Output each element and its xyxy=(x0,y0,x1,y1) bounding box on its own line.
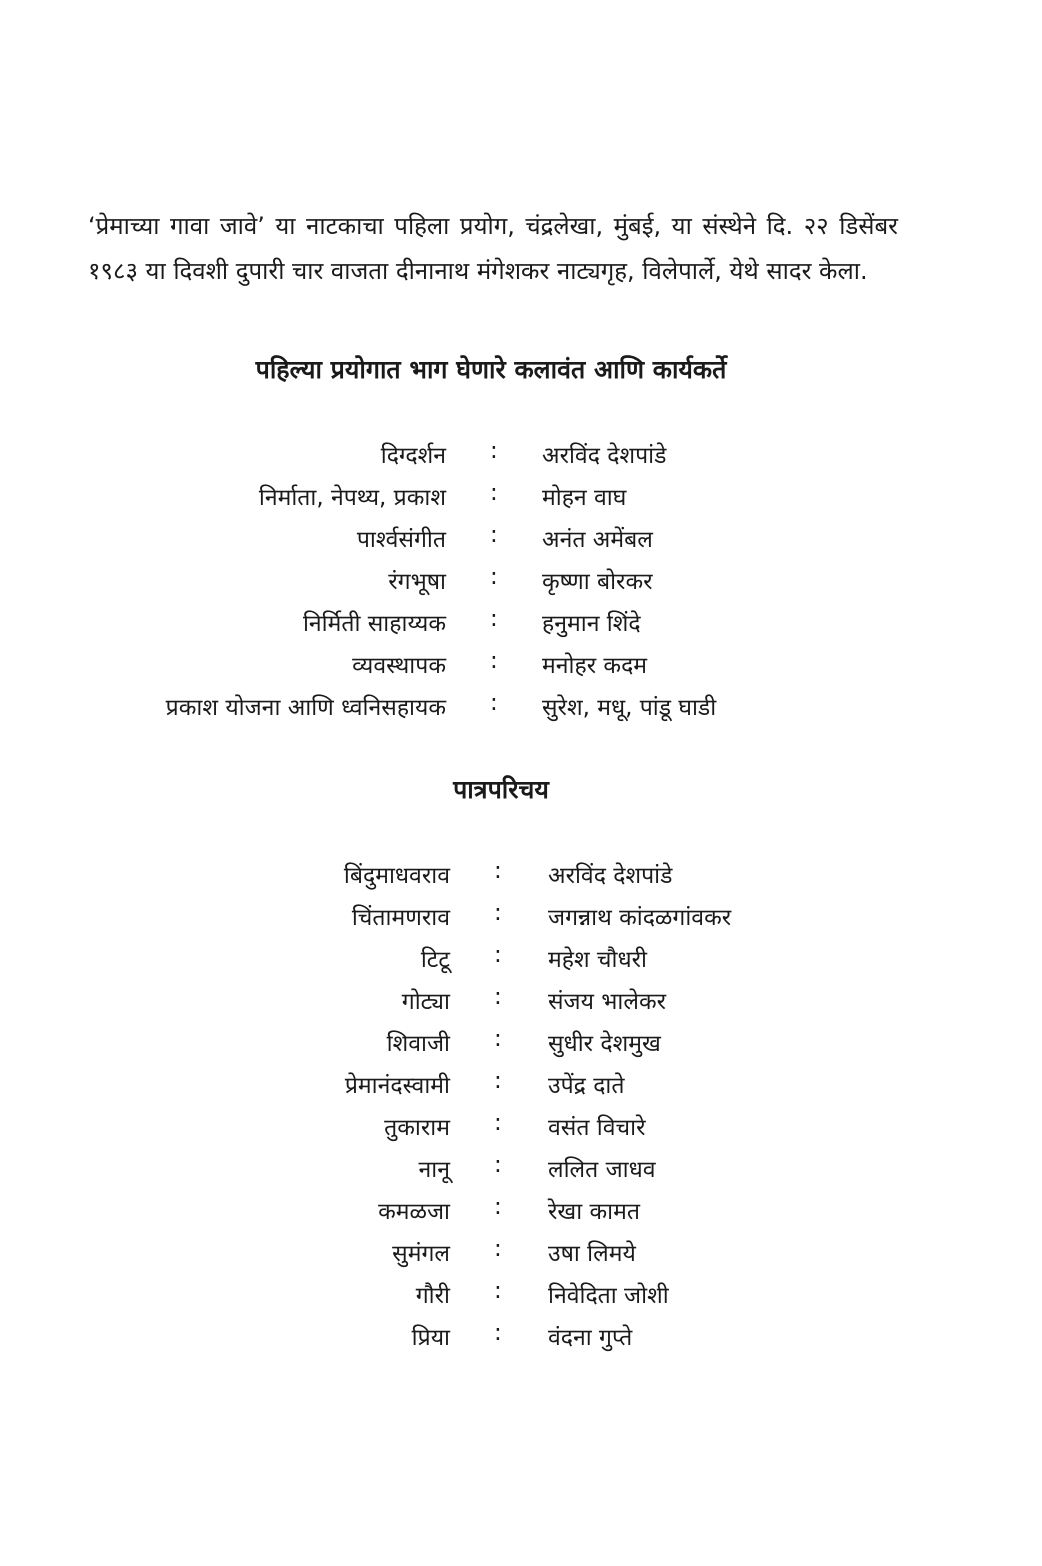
actor-name: उपेंद्र दाते xyxy=(548,1073,625,1099)
crew-name: अनंत अमेंबल xyxy=(542,527,653,553)
crew-name: सुरेश, मधू, पांडू घाडी xyxy=(542,695,717,721)
actor-name: उषा लिमये xyxy=(548,1241,636,1267)
actor-name: वसंत विचारे xyxy=(548,1115,646,1141)
separator: : xyxy=(494,1236,502,1262)
cast-row xyxy=(0,852,1042,894)
crew-role: निर्माता, नेपथ्य, प्रकाश xyxy=(258,485,446,511)
actor-name: सुधीर देशमुख xyxy=(548,1031,661,1057)
crew-name: मोहन वाघ xyxy=(542,485,627,511)
actor-name: ललित जाधव xyxy=(548,1157,656,1183)
crew-role: निर्मिती साहाय्यक xyxy=(302,611,446,637)
separator: : xyxy=(490,648,498,674)
intro-paragraph: ‘प्रेमाच्या गावा जावे’ या नाटकाचा पहिला प्रयोग, चंद्रलेखा, मुंबई, या संस्थेने दि. २२ डिसेंबर १९८३ या दिवशी दुपारी चार वाजता दीनानाथ मंगेशकर नाट्यगृह, विलेपार्ले, येथे सादर केला. xyxy=(88,212,898,285)
crew-role: पार्श्वसंगीत xyxy=(356,527,446,553)
actor-name: महेश चौधरी xyxy=(548,947,647,973)
cast-heading: पात्रपरिचय xyxy=(453,775,549,804)
crew-row xyxy=(0,642,1042,684)
separator: : xyxy=(494,1026,502,1052)
character-name: प्रेमानंदस्वामी xyxy=(344,1073,450,1099)
actor-name: संजय भालेकर xyxy=(548,989,667,1015)
separator: : xyxy=(494,1194,502,1220)
character-name: शिवाजी xyxy=(386,1031,450,1057)
cast-row xyxy=(0,978,1042,1020)
cast-row xyxy=(0,894,1042,936)
character-name: गोट्या xyxy=(401,989,450,1015)
crew-table xyxy=(0,432,1042,726)
actor-name: वंदना गुप्ते xyxy=(548,1325,633,1351)
separator: : xyxy=(494,984,502,1010)
crew-row xyxy=(0,474,1042,516)
crew-row xyxy=(0,432,1042,474)
separator: : xyxy=(490,480,498,506)
actor-name: रेखा कामत xyxy=(548,1199,640,1225)
crew-role: रंगभूषा xyxy=(388,569,446,595)
character-name: कमळजा xyxy=(378,1199,450,1225)
cast-row xyxy=(0,1272,1042,1314)
separator: : xyxy=(490,606,498,632)
crew-row xyxy=(0,558,1042,600)
crew-role: व्यवस्थापक xyxy=(352,653,446,679)
cast-row xyxy=(0,1188,1042,1230)
cast-row xyxy=(0,1062,1042,1104)
cast-row xyxy=(0,936,1042,978)
crew-row xyxy=(0,684,1042,726)
crew-heading: पहिल्या प्रयोगात भाग घेणारे कलावंत आणि कार्यकर्ते xyxy=(255,355,727,384)
character-name: गौरी xyxy=(415,1283,450,1309)
separator: : xyxy=(490,690,498,716)
cast-row xyxy=(0,1104,1042,1146)
actor-name: जगन्नाथ कांदळगांवकर xyxy=(548,905,732,931)
crew-name: मनोहर कदम xyxy=(542,653,648,679)
separator: : xyxy=(490,438,498,464)
character-name: बिंदुमाधवराव xyxy=(343,863,450,889)
crew-role: प्रकाश योजना आणि ध्वनिसहायक xyxy=(165,695,446,721)
crew-row xyxy=(0,516,1042,558)
character-name: टिटू xyxy=(420,947,450,973)
cast-row xyxy=(0,1146,1042,1188)
separator: : xyxy=(490,564,498,590)
cast-row xyxy=(0,1230,1042,1272)
character-name: सुमंगल xyxy=(392,1241,450,1267)
separator: : xyxy=(494,1068,502,1094)
character-name: चिंतामणराव xyxy=(351,905,450,931)
crew-name: कृष्णा बोरकर xyxy=(542,569,653,595)
character-name: तुकाराम xyxy=(384,1115,450,1141)
crew-name: हनुमान शिंदे xyxy=(542,611,641,637)
crew-row xyxy=(0,600,1042,642)
separator: : xyxy=(494,942,502,968)
separator: : xyxy=(490,522,498,548)
separator: : xyxy=(494,900,502,926)
crew-name: अरविंद देशपांडे xyxy=(542,443,667,469)
actor-name: अरविंद देशपांडे xyxy=(548,863,673,889)
crew-role: दिग्दर्शन xyxy=(380,443,446,469)
separator: : xyxy=(494,1278,502,1304)
separator: : xyxy=(494,858,502,884)
cast-row xyxy=(0,1314,1042,1356)
actor-name: निवेदिता जोशी xyxy=(548,1283,669,1309)
character-name: नानू xyxy=(418,1157,450,1183)
cast-row xyxy=(0,1020,1042,1062)
separator: : xyxy=(494,1110,502,1136)
cast-table xyxy=(0,852,1042,1356)
separator: : xyxy=(494,1152,502,1178)
character-name: प्रिया xyxy=(411,1325,450,1351)
separator: : xyxy=(494,1320,502,1346)
